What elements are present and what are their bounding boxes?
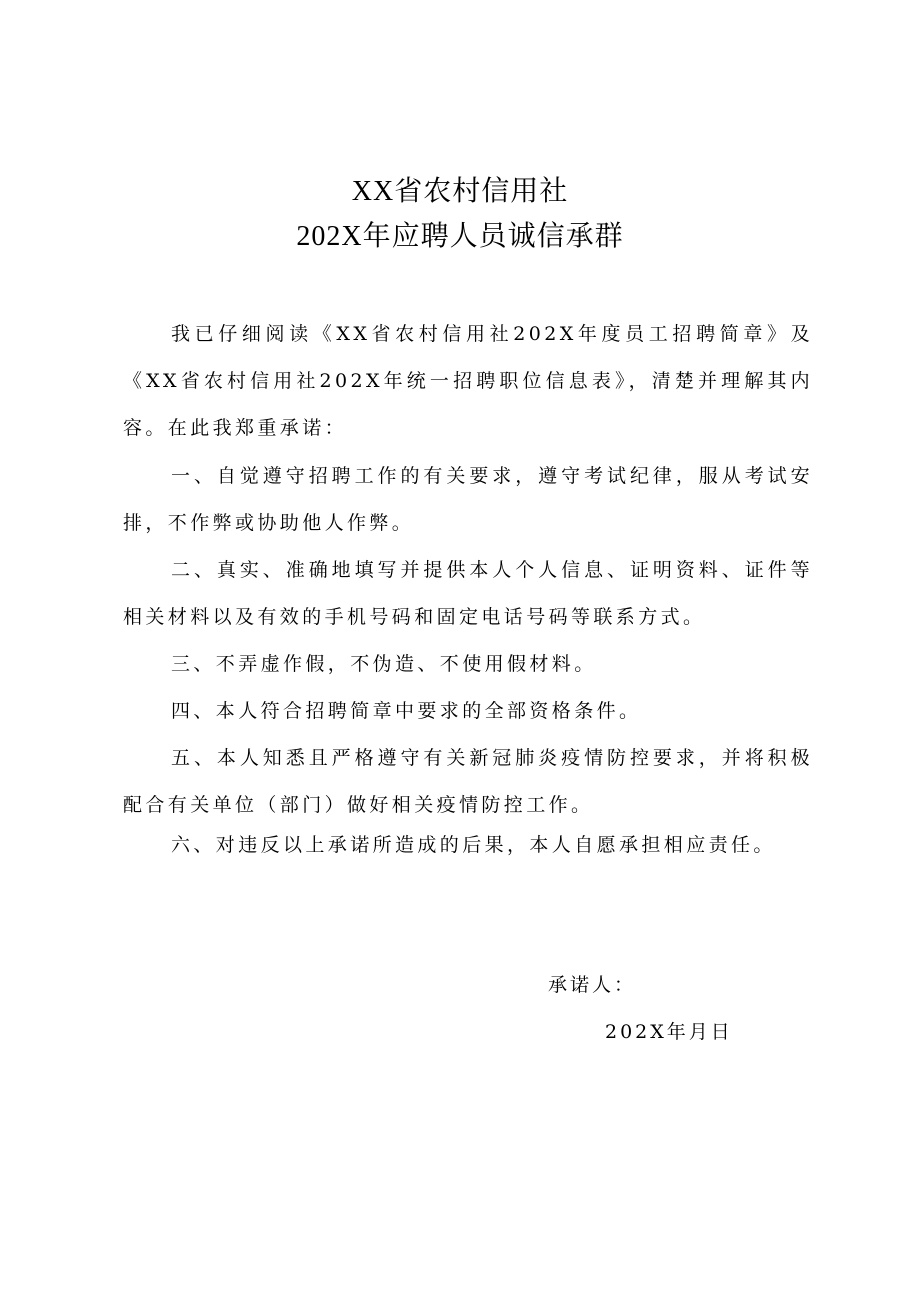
paragraph-item-4: 四、本人符合招聘简章中要求的全部资格条件。 (171, 700, 642, 722)
paragraph-item-6: 六、对违反以上承诺所造成的后果，本人自愿承担相应责任。 (171, 834, 776, 856)
paragraph-item-5: 五、本人知悉且严格遵守有关新冠肺炎疫情防控要求，并将积极配合有关单位（部门）做好相关疫情防控工作。 (123, 747, 813, 816)
date-line: 202X年月日 (605, 1021, 733, 1043)
document-title-line1: XX省农村信用社 (351, 176, 569, 207)
paragraph-intro: 我已仔细阅读《XX省农村信用社202X年度员工招聘简章》及《XX省农村信用社202X年统一招聘职位信息表》，清楚并理解其内容。在此我郑重承诺： (123, 323, 813, 439)
paragraph-item-1: 一、自觉遵守招聘工作的有关要求，遵守考试纪律，服从考试安排，不作弊或协助他人作弊。 (123, 465, 813, 534)
signature-label: 承诺人： (548, 974, 637, 996)
paragraph-item-2: 二、真实、准确地填写并提供本人个人信息、证明资料、证件等相关材料以及有效的手机号码和固定电话号码等联系方式。 (123, 559, 813, 628)
document-title-line2: 202X年应聘人员诚信承群 (296, 221, 624, 252)
paragraph-item-3: 三、不弄虚作假，不伪造、不使用假材料。 (171, 653, 597, 675)
